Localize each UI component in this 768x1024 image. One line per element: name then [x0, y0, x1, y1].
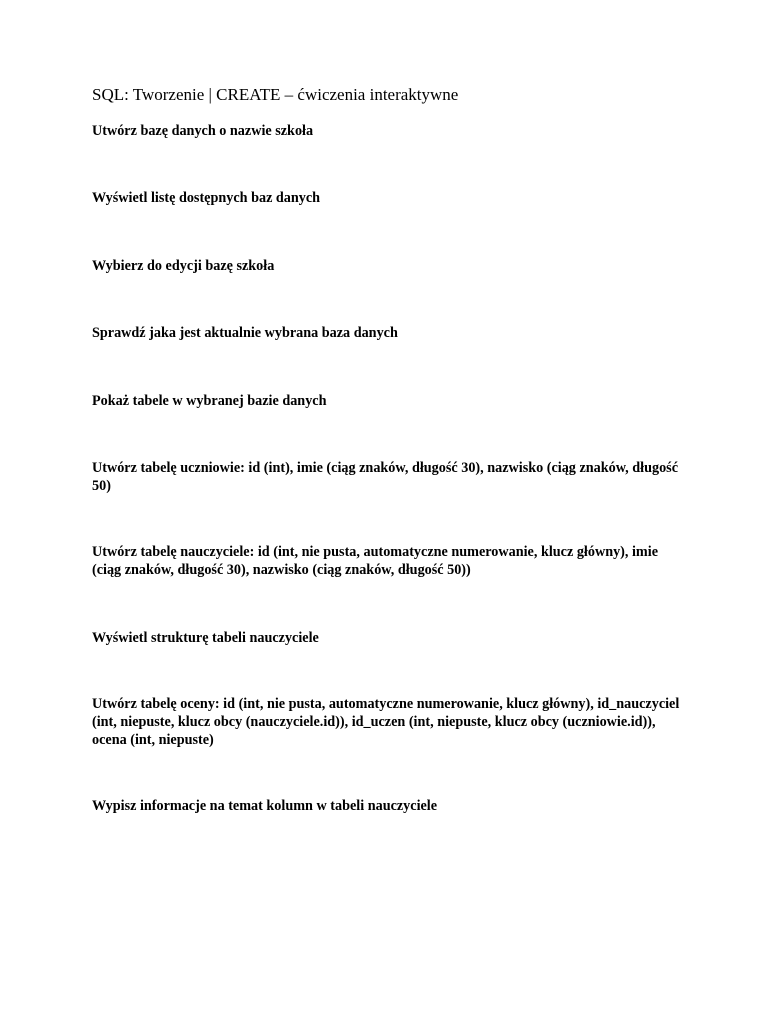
- task-5: Pokaż tabele w wybranej bazie danych: [92, 393, 327, 409]
- task-6: Utwórz tabelę uczniowie: id (int), imie (ciąg znaków, długość 30), nazwisko (ciąg znaków, długość 50): [92, 460, 679, 494]
- task-8: Wyświetl strukturę tabeli nauczyciele: [92, 630, 319, 646]
- task-7: Utwórz tabelę nauczyciele: id (int, nie pusta, automatyczne numerowanie, klucz główny), imie (ciąg znaków, długość 30), nazwisko (ciąg znaków, długość 50)): [92, 544, 658, 578]
- task-10: Wypisz informacje na temat kolumn w tabeli nauczyciele: [92, 798, 438, 814]
- document-title: SQL: Tworzenie | CREATE – ćwiczenia interaktywne: [92, 85, 459, 104]
- task-2: Wyświetl listę dostępnych baz danych: [92, 190, 321, 206]
- task-4: Sprawdź jaka jest aktualnie wybrana baza danych: [92, 325, 398, 341]
- task-3: Wybierz do edycji bazę szkoła: [92, 258, 275, 274]
- task-9: Utwórz tabelę oceny: id (int, nie pusta, automatyczne numerowanie, klucz główny), id_nauczyciel (int, niepuste, klucz obcy (nauczyciele.id)), id_uczen (int, niepuste, klucz obcy (uczniowie.id)), ocena (int, niepuste): [92, 696, 680, 748]
- task-1: Utwórz bazę danych o nazwie szkoła: [92, 123, 314, 139]
